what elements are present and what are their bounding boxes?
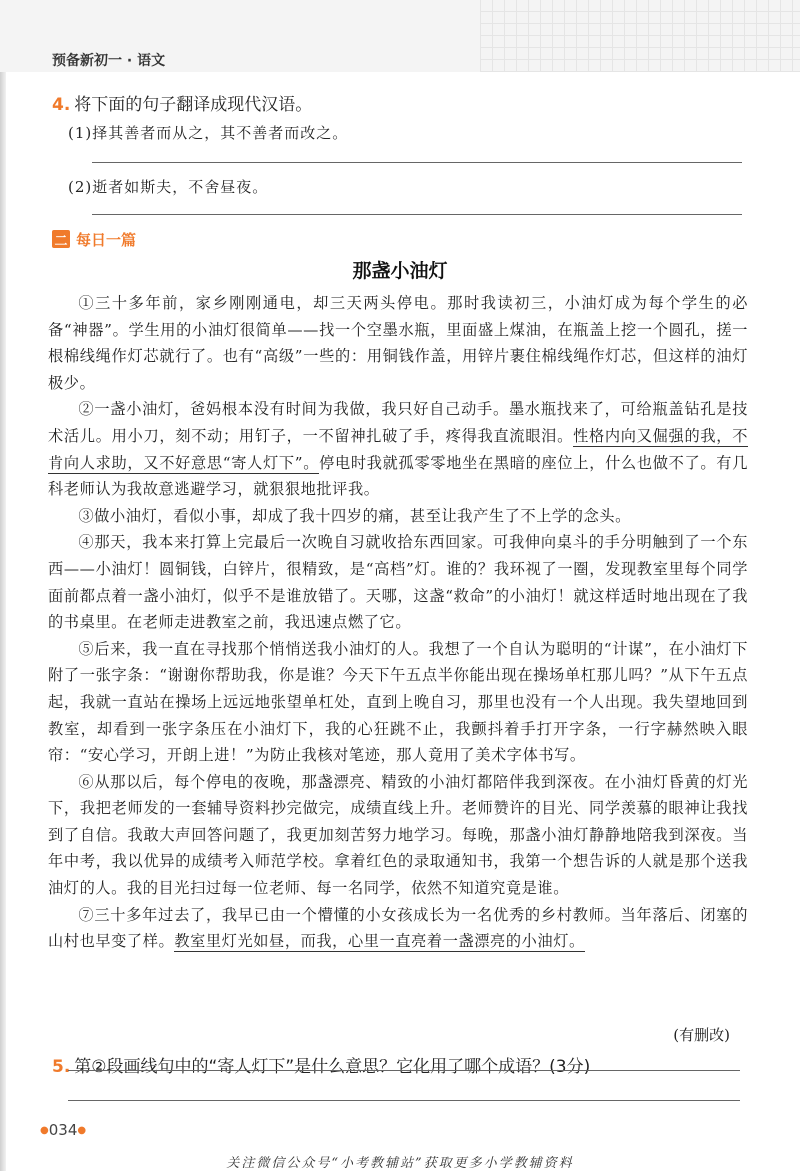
binding-edge (0, 0, 6, 1171)
header-grid-pattern (480, 0, 800, 72)
question-5 (52, 1052, 590, 1077)
question-prompt: 第②段画线句中的“寄人灯下”是什么意思？它化用了哪个成语？(3分) (74, 1057, 591, 1077)
question-4 (52, 90, 312, 115)
answer-line[interactable] (68, 1100, 740, 1101)
article-body (48, 290, 748, 955)
section-title: 每日一篇 (76, 230, 137, 249)
q4-item-1: (1)择其善者而从之，其不善者而改之。 (68, 124, 349, 142)
bullet-dot-icon: ● (40, 1125, 49, 1136)
header-title: 预备新初一 · 语文 (52, 53, 166, 69)
section-tag (52, 228, 136, 250)
section-number: 二 (52, 230, 70, 248)
underlined-sentence: 教室里灯光如昼，而我，心里一直亮着一盏漂亮的小油灯。 (174, 932, 585, 951)
paragraph-6: ⑥从那以后，每个停电的夜晚，那盏漂亮、精致的小油灯都陪伴我到深夜。在小油灯昏黄的灯光下，我把老师发的一套辅导资料抄完做完，成绩直线上升。老师赞许的目光、同学羡慕的眼神让我找到了自信。我敢大声回答问题了，我更加刻苦努力地学习。每晚，那盏小油灯静静地陪我到深夜。当年中考，我以优异的成绩考入师范学校。拿着红色的录取通知书，我第一个想告诉的人就是那个送我油灯的人。我的目光扫过每一位老师、每一名同学，依然不知道究竟是谁。 (48, 772, 748, 898)
answer-line[interactable] (92, 214, 742, 215)
header-bar (0, 0, 800, 72)
answer-line[interactable] (68, 1070, 740, 1071)
bullet-dot-icon: ● (77, 1125, 87, 1136)
paragraph-1: ①三十多年前，家乡刚刚通电，却三天两头停电。那时我读初三，小油灯成为每个学生的必备“神器”。学生用的小油灯很简单——找一个空墨水瓶，里面盛上煤油，在瓶盖上挖一个圆孔，搓一根棉线绳作灯芯就行了。也有“高级”一些的：用铜钱作盖，用锌片裹住棉线绳作灯芯，但这样的油灯极少。 (48, 294, 748, 392)
question-number: 5. (52, 1057, 71, 1077)
paragraph-5: ⑤后来，我一直在寻找那个悄悄送我小油灯的人。我想了一个自认为聪明的“计谋”，在小油灯下附了一张字条：“谢谢你帮助我，你是谁？今天下午五点半你能出现在操场单杠那儿吗？”从下午五点起，我就一直站在操场上远远地张望单杠处，直到上晚自习，那里也没有一个人出现。我失望地回到教室，却看到一张字条压在小油灯下，我的心狂跳不止，我颤抖着手打开字条，一行字赫然映入眼帘：“安心学习，开朗上进！”为防止我核对笔迹，那人竟用了美术字体书写。 (48, 639, 748, 765)
underlined-sentence: 性格内向又倔强的我，不肯向人求助，又不好意思“寄人灯下”。 (48, 426, 748, 472)
edited-note: (有删改) (673, 1026, 730, 1044)
question-prompt: 将下面的句子翻译成现代汉语。 (74, 95, 313, 115)
footer-note: 关注微信公众号“小考教辅站”获取更多小学教辅资料 (226, 1156, 574, 1171)
q4-item-2: (2)逝者如斯夫，不舍昼夜。 (68, 178, 269, 196)
paragraph-2: ②一盏小油灯，爸妈根本没有时间为我做，我只好自己动手。墨水瓶找来了，可给瓶盖钻孔是技术活儿。用小刀，刻不动；用钉子，一不留神扎破了手，疼得我直流眼泪。性格内向又倔强的我，不肯向人求助，又不好意思“寄人灯下”。停电时我就孤零零地坐在黑暗的座位上，什么也做不了。有几科老师认为我故意逃避学习，就狠狠地批评我。 (48, 400, 748, 499)
article-title: 那盏小油灯 (352, 260, 448, 282)
question-number: 4. (52, 95, 71, 115)
paragraph-4: ④那天，我本来打算上完最后一次晚自习就收拾东西回家。可我伸向桌斗的手分明触到了一个东西——小油灯！圆铜钱，白锌片，很精致，是“高档”灯。谁的？我环视了一圈，发现教室里每个同学面前都点着一盏小油灯，似乎不是谁放错了。天哪，这盏“救命”的小油灯！就这样适时地出现在了我的书桌里。在老师走进教室之前，我迅速点燃了它。 (48, 533, 748, 632)
page-number: ●034● (40, 1121, 87, 1139)
paragraph-7: ⑦三十多年过去了，我早已由一个懵懂的小女孩成长为一名优秀的乡村教师。当年落后、闭塞的山村也早变了样。教室里灯光如昼，而我，心里一直亮着一盏漂亮的小油灯。 (48, 905, 748, 951)
answer-line[interactable] (92, 162, 742, 163)
paragraph-3: ③做小油灯，看似小事，却成了我十四岁的痛，甚至让我产生了不上学的念头。 (78, 506, 631, 525)
